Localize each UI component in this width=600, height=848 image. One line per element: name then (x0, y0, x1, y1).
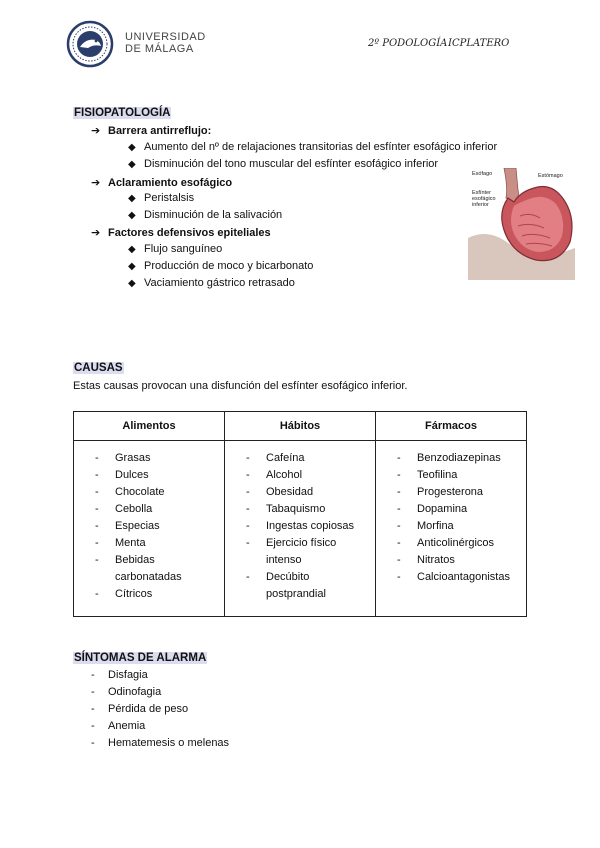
figure-label-esfinter: inferior (472, 202, 489, 208)
list-item: - Benzodiazepinas (397, 452, 501, 464)
section-title-fisiopatologia: FISIOPATOLOGÍA (74, 107, 171, 119)
list-item: - Hematemesis o melenas (91, 737, 230, 749)
list-item: - Decúbito postprandial (246, 571, 326, 600)
column-habitos (225, 441, 376, 617)
list-item: ◆ Vaciamiento gástrico retrasado (128, 277, 295, 289)
list-item: - Grasas (95, 452, 151, 464)
column-alimentos (74, 441, 225, 617)
arrow-right-icon: ➔ (91, 177, 101, 189)
causas-intro: Estas causas provocan una disfunción del esfínter esofágico inferior. (73, 380, 408, 392)
list-item: - Pérdida de peso (91, 703, 189, 715)
list-item: - Cebolla (95, 503, 153, 515)
section-title-sintomas: SÍNTOMAS DE ALARMA (74, 652, 207, 664)
list-item: - Morfina (397, 520, 454, 532)
list-item: - Tabaquismo (246, 503, 326, 515)
causes-table (73, 411, 527, 617)
figure-label-esofago: Esófago (472, 171, 493, 177)
figure-label-estomago: Estómago (538, 173, 563, 179)
list-item: - Dulces (95, 469, 149, 481)
column-farmacos (376, 441, 527, 617)
list-item: - Nitratos (397, 554, 455, 566)
list-item: - Cafeína (246, 452, 305, 464)
author-note: ICPLATERO (448, 38, 510, 49)
list-item: - Chocolate (95, 486, 165, 498)
list-item: - Teofilina (397, 469, 458, 481)
group-heading: ➔ Factores defensivos epiteliales (91, 227, 271, 239)
column-header-habitos: Hábitos (225, 412, 376, 441)
list-item: ◆ Flujo sanguíneo (128, 243, 223, 255)
course-note: 2º PODOLOGÍA (368, 38, 448, 49)
list-item: - Bebidas carbonatadas (95, 554, 182, 583)
university-seal-logo (66, 20, 114, 68)
diamond-bullet-icon: ◆ (128, 244, 136, 255)
list-item: - Cítricos (95, 588, 153, 600)
group-heading: ➔ Aclaramiento esofágico (91, 177, 233, 189)
list-item: - Disfagia (91, 669, 148, 681)
list-item: ◆ Producción de moco y bicarbonato (128, 260, 314, 272)
diamond-bullet-icon: ◆ (128, 142, 136, 153)
list-item: - Anticolinérgicos (397, 537, 495, 549)
list-item: - Dopamina (397, 503, 468, 515)
list-item: - Ingestas copiosas (246, 520, 355, 532)
university-name: UNIVERSIDAD DE MÁLAGA (125, 31, 206, 55)
arrow-right-icon: ➔ (91, 227, 101, 239)
column-header-alimentos: Alimentos (74, 412, 225, 441)
list-item: - Menta (95, 537, 146, 549)
list-item: - Ejercicio físico intenso (246, 537, 337, 566)
list-item: - Obesidad (246, 486, 314, 498)
list-item: ◆ Aumento del nº de relajaciones transitorias del esfínter esofágico inferior (128, 141, 498, 153)
diamond-bullet-icon: ◆ (128, 278, 136, 289)
list-item: - Anemia (91, 720, 146, 732)
list-item: - Alcohol (246, 469, 303, 481)
figure-label-esfinter: Esfínter (472, 190, 491, 196)
list-item: - Odinofagia (91, 686, 162, 698)
list-item: ◆ Disminución de la salivación (128, 209, 283, 221)
figure-label-esfinter: esofágico (472, 196, 496, 202)
list-item: - Calcioantagonistas (397, 571, 510, 583)
diamond-bullet-icon: ◆ (128, 210, 136, 221)
arrow-right-icon: ➔ (91, 125, 101, 137)
stomach-illustration (468, 168, 575, 280)
list-item: ◆ Disminución del tono muscular del esfínter esofágico inferior (128, 158, 439, 170)
group-heading: ➔ Barrera antirreflujo: (91, 125, 212, 137)
list-item: - Especias (95, 520, 160, 532)
list-item: ◆ Peristalsis (128, 192, 195, 204)
diamond-bullet-icon: ◆ (128, 193, 136, 204)
diamond-bullet-icon: ◆ (128, 159, 136, 170)
page-header (0, 0, 600, 70)
list-item: - Progesterona (397, 486, 484, 498)
column-header-farmacos: Fármacos (376, 412, 527, 441)
section-title-causas: CAUSAS (74, 362, 123, 374)
diamond-bullet-icon: ◆ (128, 261, 136, 272)
